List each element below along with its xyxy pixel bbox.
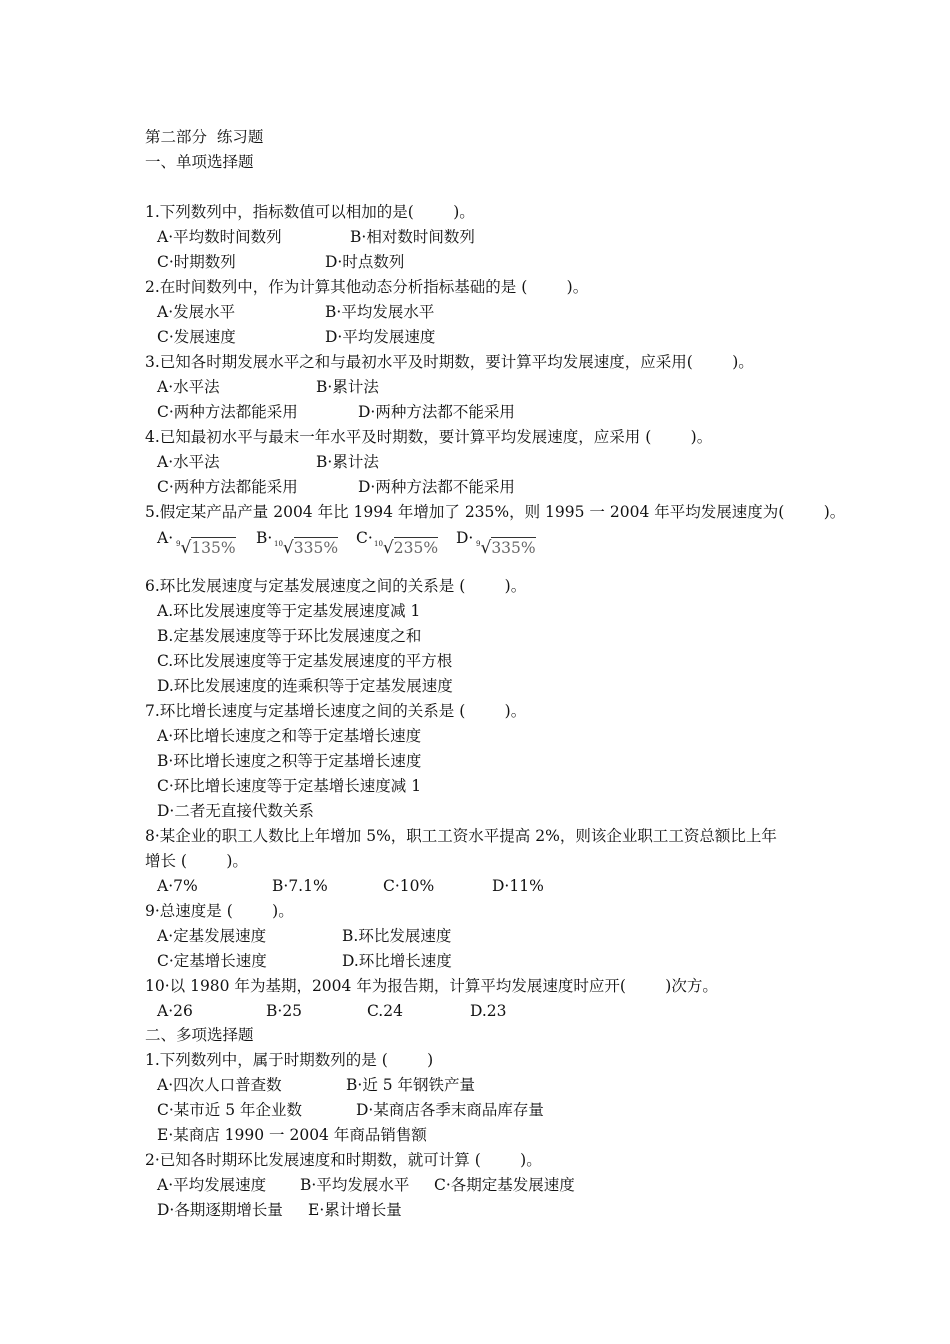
option-b: B· xyxy=(256,529,273,547)
option-c: C·环比增长速度等于定基增长速度减 1 xyxy=(157,777,422,795)
option-e: E·某商店 1990 一 2004 年商品销售额 xyxy=(157,1126,427,1144)
option-a: A·26 xyxy=(157,1002,193,1020)
option-d: D·11% xyxy=(492,877,544,895)
section-title-multiple-choice: 二、多项选择题 xyxy=(145,1026,254,1044)
option-a: A·水平法 xyxy=(157,378,220,396)
option-c: C·发展速度 xyxy=(157,328,236,346)
option-d: D· xyxy=(456,529,474,547)
question-stem: 7.环比增长速度与定基增长速度之间的关系是 ( )。 xyxy=(145,702,527,720)
option-a: A·水平法 xyxy=(157,453,220,471)
option-b: B·累计法 xyxy=(316,453,379,471)
option-d: D·时点数列 xyxy=(325,253,405,271)
option-e: E·累计增长量 xyxy=(308,1201,402,1219)
option-b: B.定基发展速度等于环比发展速度之和 xyxy=(157,627,422,645)
question-stem: 6.环比发展速度与定基发展速度之间的关系是 ( )。 xyxy=(145,577,527,595)
question-stem-continued: 增长 ( )。 xyxy=(145,852,248,870)
option-b: B·近 5 年钢铁产量 xyxy=(346,1076,476,1094)
radical-formula-c: $^{10}$√235% xyxy=(374,538,439,558)
section-title-single-choice: 一、单项选择题 xyxy=(145,153,254,171)
option-b: B.环比发展速度 xyxy=(342,927,452,945)
option-a: A·定基发展速度 xyxy=(157,927,267,945)
option-c: C· xyxy=(356,529,373,547)
option-d: D.环比增长速度 xyxy=(342,952,452,970)
option-b: B·25 xyxy=(266,1002,303,1020)
option-c: C·两种方法都能采用 xyxy=(157,478,298,496)
radical-formula-a: $^9$√135% xyxy=(176,538,236,558)
option-a: A·四次人口普查数 xyxy=(157,1076,282,1094)
option-a: A.环比发展速度等于定基发展速度减 1 xyxy=(157,602,421,620)
question-stem: 2.在时间数列中，作为计算其他动态分析指标基础的是 ( )。 xyxy=(145,278,589,296)
option-d: D·平均发展速度 xyxy=(325,328,436,346)
option-a: A·7% xyxy=(157,877,198,895)
option-c: C·定基增长速度 xyxy=(157,952,267,970)
question-stem: 1.下列数列中，指标数值可以相加的是( )。 xyxy=(145,203,475,221)
question-stem: 4.已知最初水平与最末一年水平及时期数，要计算平均发展速度，应采用 ( )。 xyxy=(145,428,713,446)
option-b: B·7.1% xyxy=(272,877,328,895)
question-stem: 2·已知各时期环比发展速度和时期数，就可计算 ( )。 xyxy=(145,1151,542,1169)
option-d: D·两种方法都不能采用 xyxy=(358,403,515,421)
part-title: 第二部分 练习题 xyxy=(145,128,264,146)
question-stem: 9·总速度是 ( )。 xyxy=(145,902,294,920)
option-b: B·环比增长速度之积等于定基增长速度 xyxy=(157,752,422,770)
option-d: D.23 xyxy=(470,1002,507,1020)
option-c: C·10% xyxy=(383,877,435,895)
option-c: C.24 xyxy=(367,1002,403,1020)
option-d: D·各期逐期增长量 xyxy=(157,1201,283,1219)
option-c: C·各期定基发展速度 xyxy=(434,1176,575,1194)
option-c: C·两种方法都能采用 xyxy=(157,403,298,421)
option-d: D·某商店各季末商品库存量 xyxy=(356,1101,544,1119)
option-b: B·平均发展水平 xyxy=(325,303,435,321)
radical-formula-d: $^9$√335% xyxy=(476,538,536,558)
option-b: B·累计法 xyxy=(316,378,379,396)
option-a: A· xyxy=(157,529,174,547)
option-a: A·发展水平 xyxy=(157,303,236,321)
question-stem: 8·某企业的职工人数比上年增加 5%，职工工资水平提高 2%，则该企业职工工资总额比上年 xyxy=(145,827,777,845)
option-d: D·二者无直接代数关系 xyxy=(157,802,314,820)
option-b: B·相对数时间数列 xyxy=(350,228,475,246)
option-a: A·环比增长速度之和等于定基增长速度 xyxy=(157,727,422,745)
option-a: A·平均数时间数列 xyxy=(157,228,282,246)
option-d: D.环比发展速度的连乘积等于定基发展速度 xyxy=(157,677,453,695)
option-c: C·时期数列 xyxy=(157,253,236,271)
question-stem: 3.已知各时期发展水平之和与最初水平及时期数，要计算平均发展速度，应采用( )。 xyxy=(145,353,754,371)
question-stem: 10·以 1980 年为基期，2004 年为报告期，计算平均发展速度时应开( )次方。 xyxy=(145,977,718,995)
radical-formula-b: $^{10}$√335% xyxy=(274,538,339,558)
option-a: A·平均发展速度 xyxy=(157,1176,267,1194)
option-c: C.环比发展速度等于定基发展速度的平方根 xyxy=(157,652,453,670)
option-d: D·两种方法都不能采用 xyxy=(358,478,515,496)
question-stem: 5.假定某产品产量 2004 年比 1994 年增加了 235%，则 1995 一 2004 年平均发展速度为( )。 xyxy=(145,503,846,521)
option-c: C·某市近 5 年企业数 xyxy=(157,1101,303,1119)
question-stem: 1.下列数列中，属于时期数列的是 ( ) xyxy=(145,1051,434,1069)
option-b: B·平均发展水平 xyxy=(300,1176,410,1194)
